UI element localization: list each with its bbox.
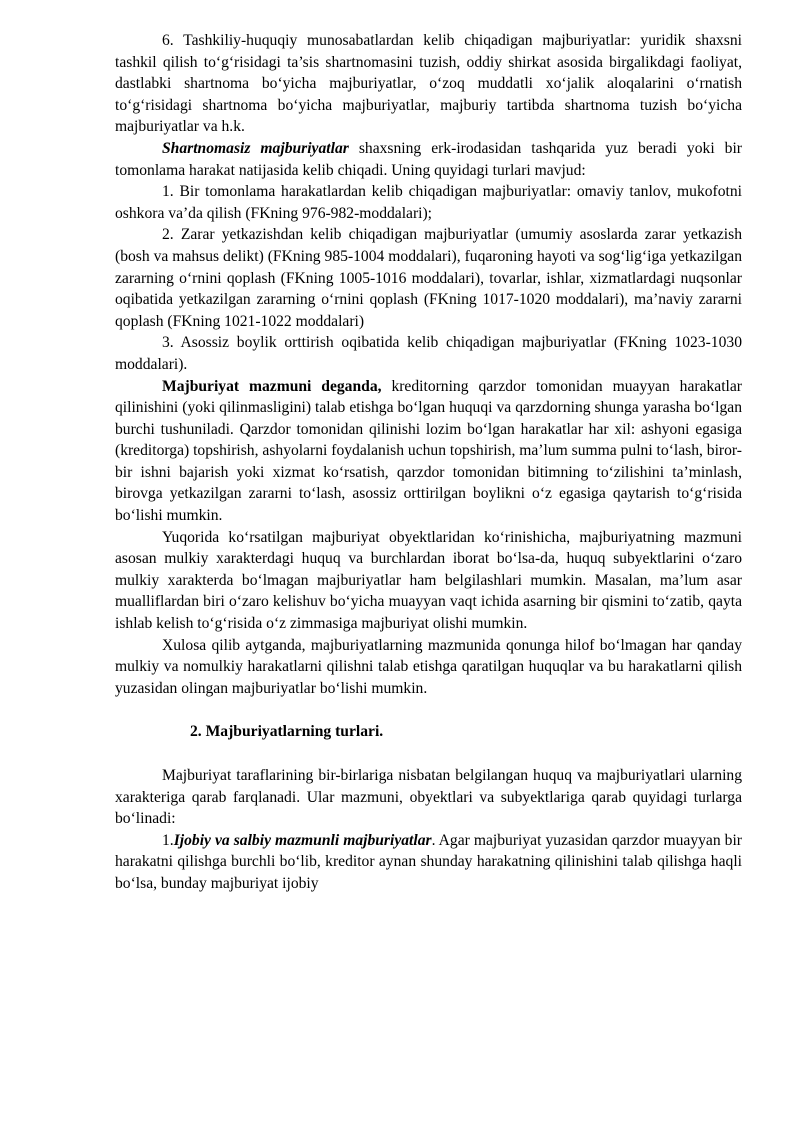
term-positive-negative-obligations: Ijobiy va salbiy mazmunli majburiyatlar xyxy=(173,831,432,849)
paragraph-text: . Agar majburiyat yuzasidan qarzdor muayyan bir harakatni qilishga burchli bo‘lib, kreditor aynan shunday harakatning qilinishini talab qilishga haqli bo‘lsa, bunday majburiyat ijobiy xyxy=(115,831,742,892)
term-non-contractual-obligations: Shartnomasiz majburiyatlar xyxy=(162,139,349,157)
paragraph-organizational-obligations: 6. Tashkiliy-huquqiy munosabatlardan kelib chiqadigan majburiyatlar: yuridik shaxsni tashkil qilish to‘g‘risidagi ta’sis shartnomasini tuzish, oddiy shirkat asosida birgalikdagi faoliyat, dastlabki shartnoma bo‘yicha majburiyatlar, o‘zoq muddatli xo‘jalik aloqalarini o‘rnatish to‘g‘risidagi shartnoma bo‘yicha majburiyatlar, majburiy tartibda shartnoma tuzish bo‘yicha majburiyatlar va h.k. xyxy=(115,32,742,136)
list-number: 1. xyxy=(162,831,174,849)
paragraph-conclusion: Xulosa qilib aytganda, majburiyatlarning mazmunida qonunga hilof bo‘lmagan har qanday mulkiy va nomulkiy harakatlarni qilishni talab etishga qaratilgan huquqlar va bu harakatlarni qilish yuzasidan olingan majburiyatlar bo‘lishi mumkin. xyxy=(115,636,742,697)
paragraph-unilateral-actions: 1. Bir tomonlama harakatlardan kelib chiqadigan majburiyatlar: omaviy tanlov, mukofotni oshkora va’da qilish (FKning 976-982-moddalari); xyxy=(115,183,742,222)
paragraph-obligation-content xyxy=(115,376,742,527)
term-obligation-content: Majburiyat mazmuni deganda, xyxy=(162,377,382,395)
paragraph-unjust-enrichment: 3. Asossiz boylik orttirish oqibatida kelib chiqadigan majburiyatlar (FKning 1023-1030 moddalari). xyxy=(115,334,742,373)
document-page xyxy=(115,30,742,895)
paragraph-damage-obligations: 2. Zarar yetkazishdan kelib chiqadigan majburiyatlar (umumiy asoslarda zarar yetkazish (bosh va mahsus delikt) (FKning 985-1004 moddalari), fuqaroning hayoti va sog‘lig‘iga yetkazilgan zararning o‘rnini qoplash (FKning 1005-1016 moddalari), tovarlar, ishlar, xizmatlardagi nuqsonlar oqibatida yetkazilgan zararning o‘rnini qoplash (FKning 1017-1020 moddalari), ma’naviy zararni qoplash (FKning 1021-1022 moddalari) xyxy=(115,226,742,330)
section-heading: 2. Majburiyatlarning turlari. xyxy=(190,723,384,741)
paragraph-obligation-objects: Yuqorida ko‘rsatilgan majburiyat obyektlaridan ko‘rinishicha, majburiyatning mazmuni asosan mulkiy xarakterdagi huquq va burchlardan iborat bo‘lsa-da, huquq subyektlarini o‘zaro mulkiy xarakterda bo‘lmagan majburiyatlar ham belgilashlari mumkin. Masalan, ma’lum asar mualliflardan biri o‘zaro kelishuv bo‘yicha muayyan vaqt ichida asarning bir qismini to‘zatib, qayta ishlab kelish to‘g‘risida o‘z zimmasiga majburiyat olishi mumkin. xyxy=(115,528,742,633)
paragraph-positive-negative-obligations xyxy=(115,830,742,895)
paragraph-obligation-types-intro: Majburiyat taraflarining bir-birlariga nisbatan belgilangan huquq va majburiyatlari ularning xarakteriga qarab farqlanadi. Ular mazmuni, obyektlari va subyektlariga qarab quyidagi turlarga bo‘linadi: xyxy=(115,767,742,828)
paragraph-non-contractual-obligations xyxy=(115,138,742,181)
paragraph-text: kreditorning qarzdor tomonidan muayyan harakatlar qilinishini (yoki qilinmasligini) talab etishga bo‘lgan huquqi va qarzdorning shunga yarasha bo‘lgan burchi tushuniladi. Qarzdor tomonidan qilinishi lozim bo‘lgan harakatlar har xil: ashyoni egasiga (kreditorga) topshirish, ashyolarni foydalanish uchun topshirish, ma’lum summa pulni to‘lash, biror-bir ishni bajarish yoki xizmat ko‘rsatish, qarzdor tomonidan bitimning to‘zilishini ta’minlash, birovga yetkazilgan zararni to‘lash, asossiz orttirilgan boylikni o‘z egasiga qaytarish to‘g‘risida bo‘lishi mumkin. xyxy=(115,377,742,525)
paragraph-text: shaxsning erk-irodasidan tashqarida yuz beradi yoki bir tomonlama harakat natijasida kelib chiqadi. Uning quyidagi turlari mavjud: xyxy=(115,139,743,179)
